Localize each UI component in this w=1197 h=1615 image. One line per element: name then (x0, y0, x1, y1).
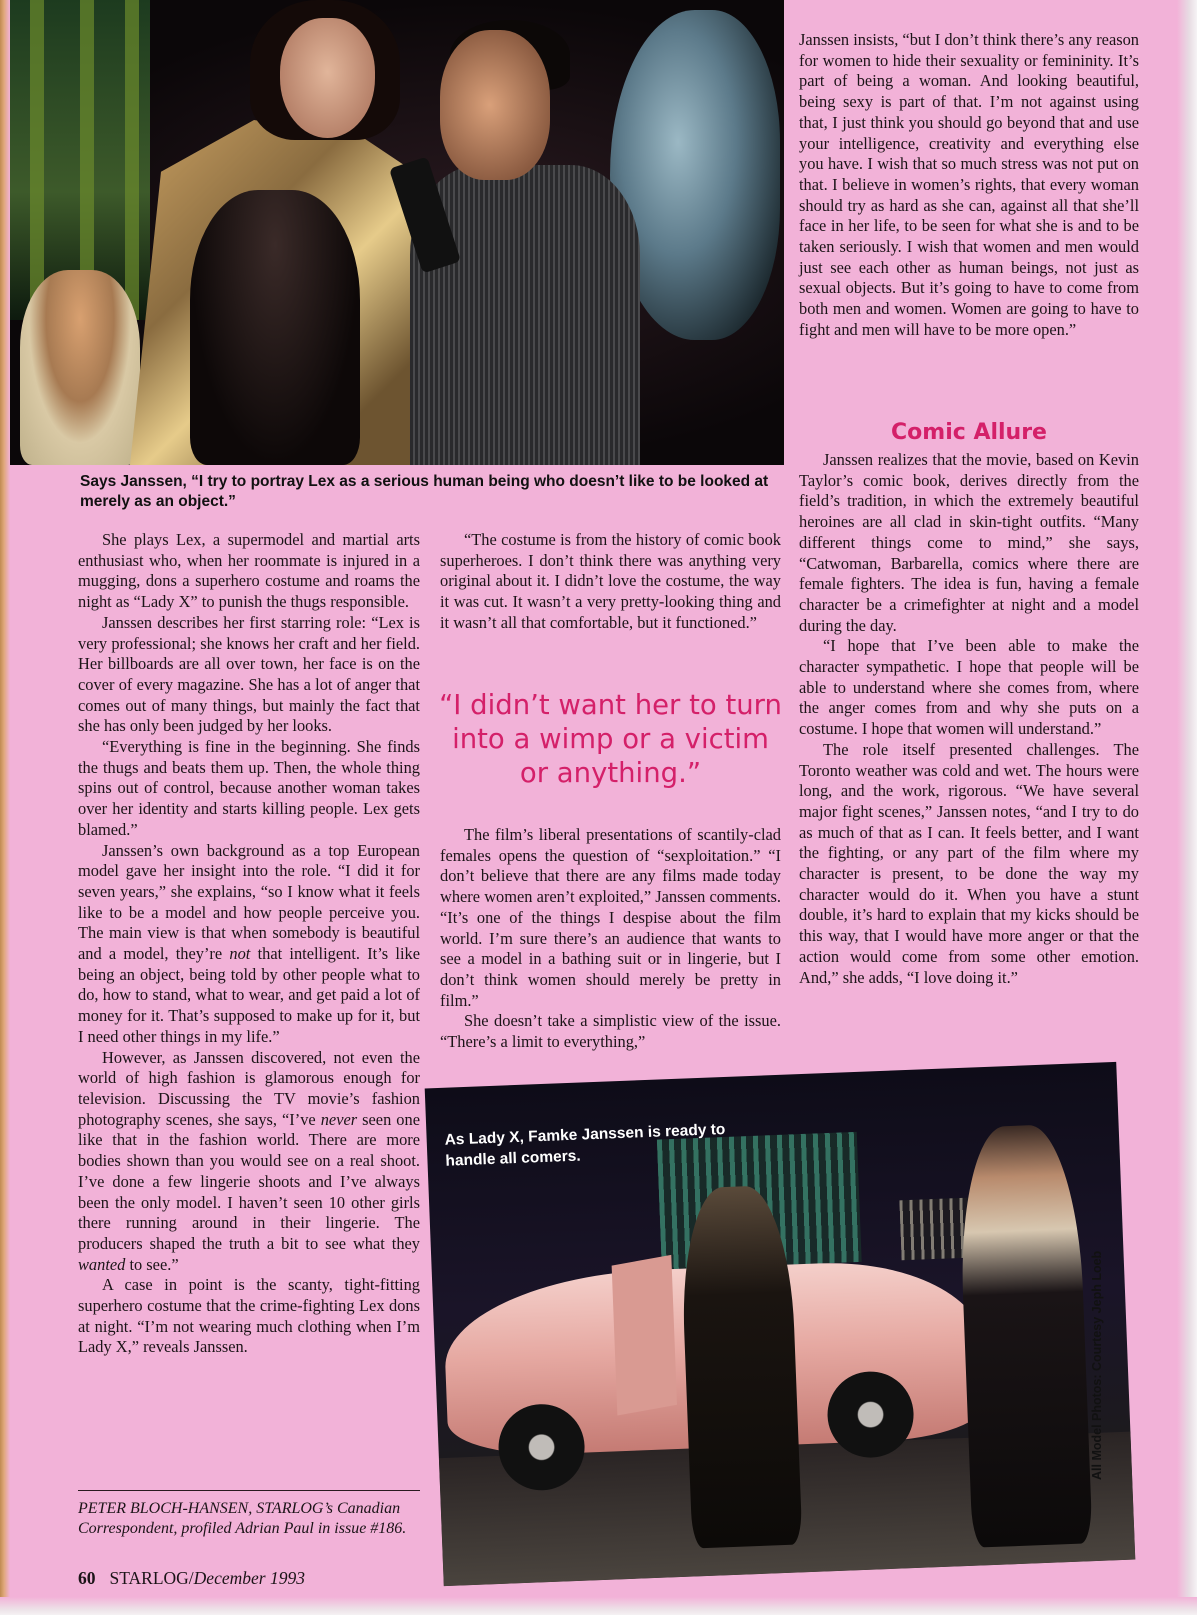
article-column-1 (78, 530, 420, 1358)
emphasis: never (320, 1109, 358, 1129)
top-photo-man-face (440, 30, 550, 180)
author-bio: PETER BLOCH-HANSEN, STARLOG’s Canadian Correspondent, profiled Adrian Paul in issue #186. (78, 1490, 420, 1539)
top-photo (10, 0, 784, 465)
photo-credit: All Model Photos: Courtesy Jeph Loeb (1090, 1250, 1104, 1480)
text-run: that intelligent. It’s like being an object, being told by other people what to do, how to stand, what to wear, and get paid a lot of money for it. That’s supposed to make up for it, but I need other things in my life.” (78, 944, 420, 1046)
paragraph (78, 1048, 420, 1276)
text-run: to see.” (125, 1254, 179, 1274)
top-photo-background-man (20, 270, 140, 465)
text-run: seen one like that in the fashion world. There are more bodies shown than you would see on a real shoot. I’ve done a few lingerie shoots and I’ve always been the only model. I haven’t seen 10 other girls there running around in their lingerie. The producers shaped the truth a bit to see what they (78, 1109, 420, 1253)
article-column-3-bottom (799, 450, 1139, 988)
paragraph: “Everything is fine in the beginning. She finds the thugs and beats them up. Then, the whole thing spins out of control, because another woman takes over her identity and starts killing people. Lex gets blamed.” (78, 737, 420, 839)
issue-date: December 1993 (193, 1568, 305, 1588)
paragraph: She doesn’t take a simplistic view of the issue. “There’s a limit to everything,” (440, 1011, 781, 1052)
bottom-photo (425, 1062, 1136, 1586)
bottom-photo-caption: As Lady X, Famke Janssen is ready to handle all comers. (444, 1120, 726, 1170)
article-column-3-top (799, 30, 1139, 341)
top-photo-caption: Says Janssen, “I try to portray Lex as a serious human being who doesn’t like to be looked at merely as an object.” (80, 473, 769, 510)
page-edge-left (0, 0, 10, 1615)
paragraph: The role itself presented challenges. The Toronto weather was cold and wet. The hours were long, and the work, rigorous. “We have several major fight scenes,” Janssen notes, “and I try to do as much of that as I can. It feels better, and I want the fighting, or any part of the film where my character is present, to be done the way my character would do it. When you have a stunt double, it’s hard to explain that my kicks should be this way, that I would have more anger or that the action would come from some other emotion. And,” she adds, “I love doing it.” (799, 739, 1139, 987)
bottom-photo-lady-x (957, 1123, 1093, 1547)
top-photo-light-stripe (30, 0, 44, 320)
paragraph: The film’s liberal presentations of scantily-clad females opens the question of “sexploitation.” “I don’t believe that there are any films made today where women aren’t exploited,” Janssen comments. “It’s one of the things I despise about the film world. I’m sure there’s an audience that wants to see a model in a bathing suit or in lingerie, but I don’t think women should merely be pretty in film.” (440, 825, 781, 1010)
magazine-name: STARLOG/ (109, 1568, 194, 1588)
emphasis: wanted (78, 1254, 126, 1274)
paragraph: She plays Lex, a supermodel and martial arts enthusiast who, when her roommate is injured in a mugging, dons a superhero costume and roams the night as “Lady X” to punish the thugs responsible. (78, 530, 420, 612)
article-column-2-top (440, 530, 781, 634)
paragraph: Janssen realizes that the movie, based on Kevin Taylor’s comic book, derives directly from the field’s tradition, in which the extremely beautiful heroines are all clad in skin-tight outfits. “Many different things come to mind,” she says, “Catwoman, Barbarella, comics where there are female fighters. The idea is fun, having a female character be a crimefighter at night and a model during the day. (799, 450, 1139, 635)
section-subhead: Comic Allure (891, 420, 1047, 445)
page-number: 60 (78, 1568, 96, 1588)
paragraph: Janssen describes her first starring role: “Lex is very professional; she knows her craft and her field. Her billboards are all over town, her face is on the cover of every magazine. She has a lot of anger that comes out of many things, but mainly the fact that she has only been judged by her looks. (78, 612, 420, 736)
paragraph: “The costume is from the history of comic book superheroes. I don’t think there was anything very original about it. I didn’t love the costume, the way it was cut. It wasn’t a very pretty-looking thing and it wasn’t all that comfortable, but it functioned.” (440, 530, 781, 632)
top-photo-light-stripe (125, 0, 139, 320)
paragraph (78, 841, 420, 1048)
paragraph: Janssen insists, “but I don’t think there’s any reason for women to hide their sexuality or femininity. It’s part of being a woman. And looking beautiful, being sexy is part of that. I’m not against using that, I just think you should go beyond that and use your intelligence, creativity and everything else you have. I wish that so much stress was not put on that. I believe in women’s rights, that every woman should try as hard as she can, against all that she’ll face in her life, to be seen for what she is and to be taken seriously. I wish that women and men would just see each other as human beings, not just as sexual objects. But it’s going to have to come from both men and women. Women are going to have to fight and men will have to be more open.” (799, 30, 1139, 339)
top-photo-black-bodice (190, 190, 360, 465)
paragraph: “I hope that I’ve been able to make the character sympathetic. I hope that people will be able to understand where she comes from, where the anger comes from and why she puts on a costume. I hope that women will understand.” (799, 636, 1139, 739)
paragraph: A case in point is the scanty, tight-fitting superhero costume that the crime-fighting Lex dons at night. “I’m not wearing much clothing when I’m Lady X,” reveals Janssen. (78, 1275, 420, 1357)
page-edge-right (1177, 0, 1197, 1615)
text-run: However, as Janssen discovered, not even the world of high fashion is glamorous enough for television. Discussing the TV movie’s fashion photography scenes, she says, “I’ve (78, 1047, 420, 1129)
page-edge-bottom (0, 1597, 1197, 1615)
emphasis: not (229, 944, 251, 964)
article-column-2-bottom (440, 825, 781, 1053)
top-photo-woman-face (280, 18, 375, 138)
text-run: Janssen’s own background as a top European model gave her insight into the role. “I did it for seven years,” she explains, “so I know what it feels like to be a model and how people perceive you. The main view is that when somebody is beautiful and a model, they’re (78, 840, 420, 964)
bottom-photo-car-door (612, 1255, 677, 1416)
folio (78, 1568, 305, 1589)
pull-quote: “I didn’t want her to turn into a wimp or a victim or anything.” (439, 689, 782, 789)
